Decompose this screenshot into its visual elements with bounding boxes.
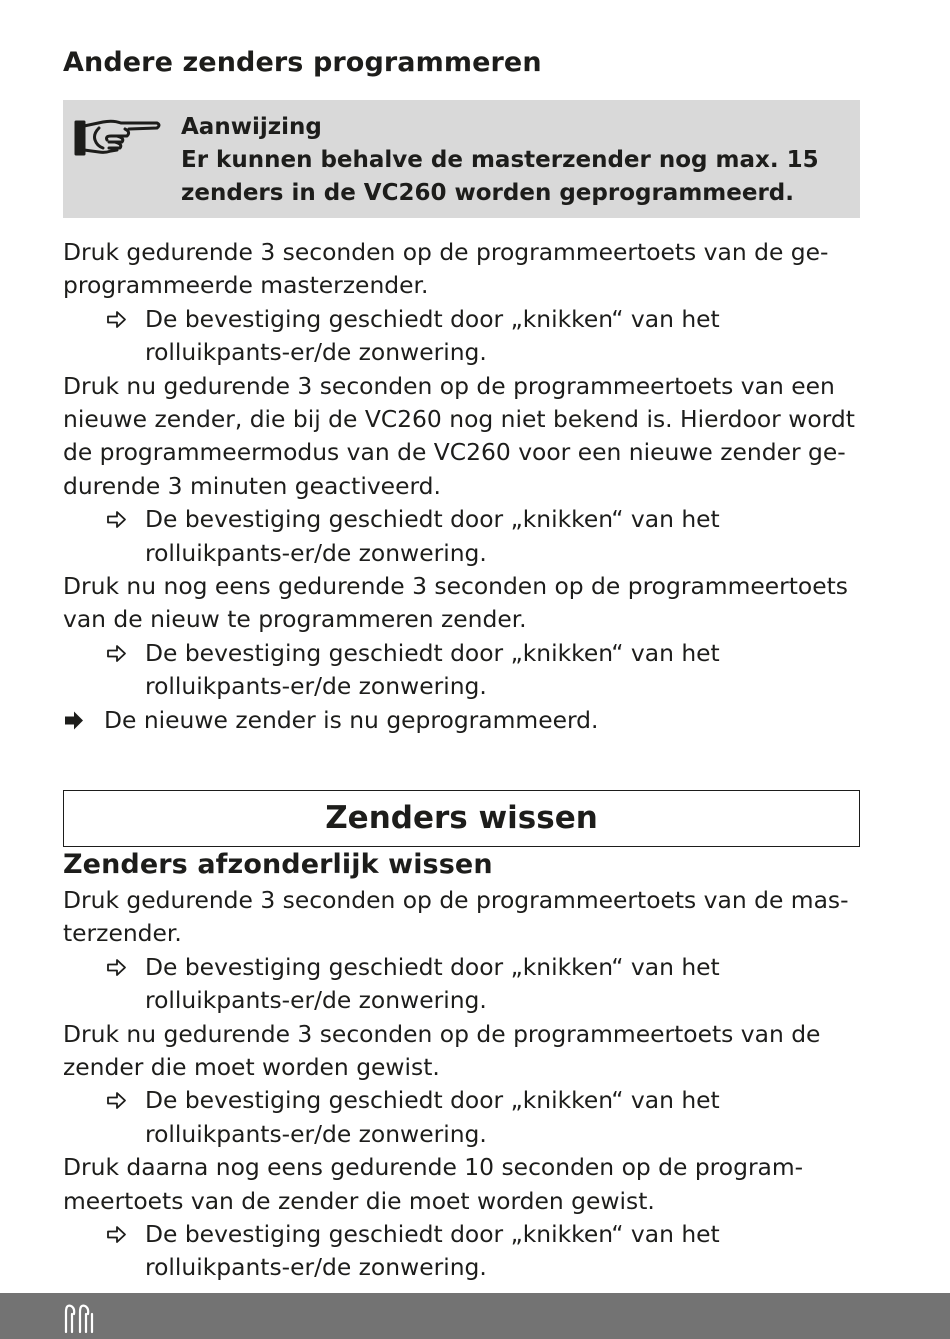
note-text [181, 111, 851, 210]
section-title-box: Zenders wissen [63, 790, 860, 847]
result-text: De bevestiging geschiedt door „knikken“ van het rolluikpants-er/de zonwering. [145, 505, 720, 567]
pointing-hand-icon [73, 114, 163, 160]
final-result-text: De nieuwe zender is nu geprogrammeerd. [104, 705, 599, 734]
outline-arrow-icon [105, 1084, 129, 1117]
result-line [63, 951, 860, 1018]
note-title: Aanwijzing [181, 114, 322, 140]
result-line [63, 1218, 860, 1285]
outline-arrow-icon [105, 303, 129, 336]
note-body: Er kunnen behalve de masterzender nog max. 15 zenders in de VC260 worden geprogrammeerd. [181, 147, 819, 206]
result-line [63, 637, 860, 704]
final-result-line [63, 704, 860, 737]
section1-steps [63, 236, 860, 737]
outline-arrow-icon [105, 951, 129, 984]
outline-arrow-icon [105, 637, 129, 670]
outline-arrow-icon [105, 503, 129, 536]
result-text: De bevestiging geschiedt door „knikken“ van het rolluikpants-er/de zonwering. [145, 1220, 720, 1282]
result-line [63, 503, 860, 570]
result-line [63, 1084, 860, 1151]
step-paragraph: Druk gedurende 3 seconden op de programmeertoets van de mas-terzender. [63, 886, 849, 948]
language-flag-logo-icon [62, 1300, 96, 1334]
result-text: De bevestiging geschiedt door „knikken“ van het rolluikpants-er/de zonwering. [145, 1086, 720, 1148]
outline-arrow-icon [105, 1218, 129, 1251]
section2-steps [63, 884, 860, 1285]
step-paragraph: Druk nu gedurende 3 seconden op de programmeertoets van de zender die moet worden gewist. [63, 1019, 821, 1082]
result-text: De bevestiging geschiedt door „knikken“ van het rolluikpants-er/de zonwering. [145, 304, 720, 367]
footer-bar [0, 1293, 950, 1339]
step-paragraph: Druk nu nog eens gedurende 3 seconden op de programmeertoets van de nieuw te programmeren zender. [63, 572, 848, 634]
solid-arrow-icon [63, 704, 87, 737]
step-paragraph: Druk gedurende 3 seconden op de programmeertoets van de ge-programmeerde masterzender. [63, 238, 829, 300]
result-line [63, 303, 860, 370]
result-text: De bevestiging geschiedt door „knikken“ van het rolluikpants-er/de zonwering. [145, 952, 720, 1015]
section-heading-program-transmitters: Andere zenders programmeren [63, 47, 542, 78]
subheading-delete-individually: Zenders afzonderlijk wissen [63, 849, 493, 880]
step-paragraph: Druk daarna nog eens gedurende 10 seconden op de program-meertoets van de zender die moet worden gewist. [63, 1153, 804, 1215]
note-box [63, 100, 860, 218]
step-paragraph: Druk nu gedurende 3 seconden op de programmeertoets van een nieuwe zender, die bij de VC260 nog niet bekend is. Hierdoor wordt de programmeermodus van de VC260 voor een nieuwe zender ge-durende 3 minuten geactiveerd. [63, 371, 855, 500]
result-text: De bevestiging geschiedt door „knikken“ van het rolluikpants-er/de zonwering. [145, 638, 720, 701]
